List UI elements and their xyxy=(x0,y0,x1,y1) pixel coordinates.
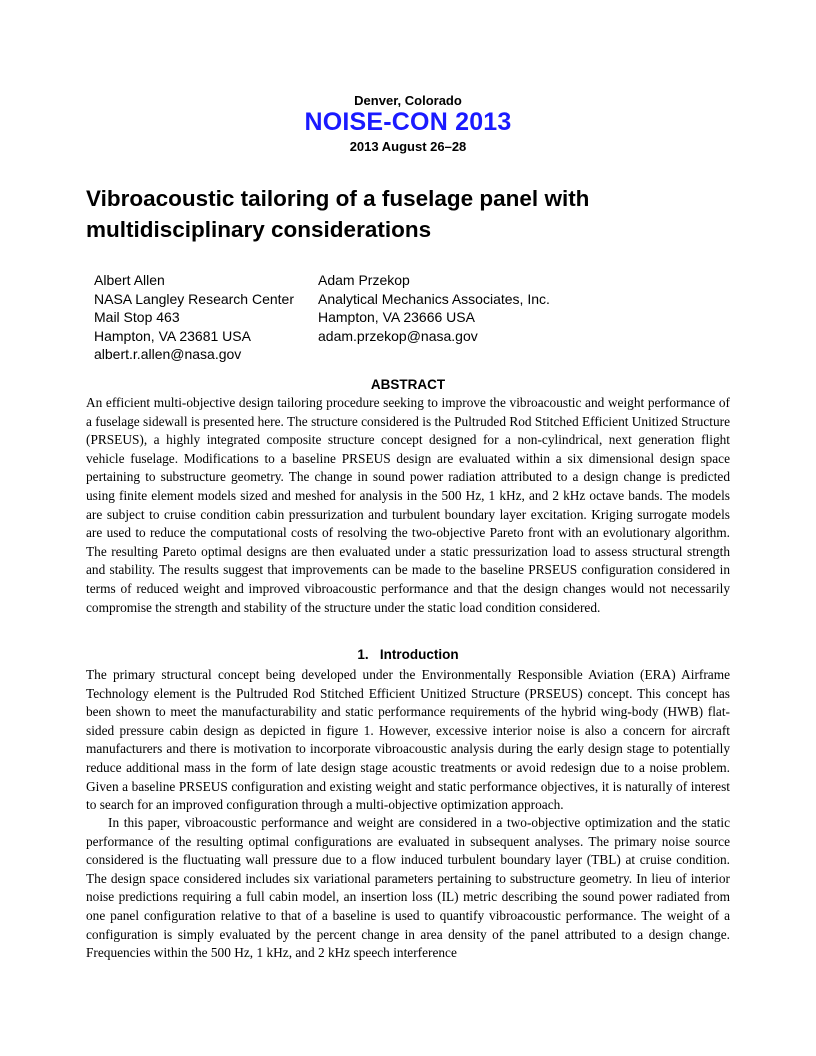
author-name: Adam Przekop xyxy=(318,272,410,288)
author-email: albert.r.allen@nasa.gov xyxy=(94,346,242,363)
introduction-heading: 1. Introduction xyxy=(357,647,459,662)
introduction-paragraph: In this paper, vibroacoustic performance and weight are considered in a two-objective optimization and the static performance of the resulting optimal configurations are evaluated in subsequent analyses. The primary noise source considered is the fluctuating wall pressure due to a flow induced turbulent boundary layer (TBL) at cruise condition. The design space considered includes six variational parameters pertaining to substructure geometry. In lieu of interior noise predictions requiring a full cabin model, an insertion loss (IL) metric describing the sound power radiated from one panel configuration relative to that of a baseline is used to quantify vibroacoustic performance. The weight of a configuration is simply evaluated by the percent change in area density of the panel attributed to a design change. Frequencies within the 500 Hz, 1 kHz, and 2 kHz speech interference xyxy=(86,815,730,961)
author-name: Albert Allen xyxy=(94,272,165,288)
author-address: Mail Stop 463 xyxy=(94,309,180,326)
abstract-text: An efficient multi-objective design tailoring procedure seeking to improve the vibroacoustic and weight performance of a fuselage sidewall is presented here. The structure considered is the Pultruded Rod Stitched Efficient Unitized Structure (PRSEUS), a highly integrated composite structure concept designed for a non-cylindrical, next generation flight vehicle fuselage. Modifications to a baseline PRSEUS design are evaluated within a six dimensional design space pertaining to substructure geometry. The change in sound power radiation attributed to a design change is predicted using finite element models sized and meshed for analysis in the 500 Hz, 1 kHz, and 2 kHz octave bands. The models are subject to cruise condition cabin pressurization and turbulent boundary layer excitation. Kriging surrogate models are used to reduce the computational costs of resolving the two-objective Pareto front with an evolutionary algorithm. The resulting Pareto optimal designs are then evaluated under a static pressurization load to assess structural strength and stability. The results suggest that improvements can be made to the baseline PRSEUS configuration considered in terms of reduced weight and improved vibroacoustic performance and that the design changes would not necessarily compromise the strength and stability of the structure under the static load condition considered. xyxy=(86,395,730,615)
paper-title: Vibroacoustic tailoring of a fuselage panel with multidisciplinary considerations xyxy=(86,186,590,242)
conference-name: NOISE-CON 2013 xyxy=(304,108,512,136)
introduction-paragraph: The primary structural concept being developed under the Environmentally Responsible Aviation (ERA) Airframe Technology element is the Pultruded Rod Stitched Efficient Unitized Structure (PRSEUS) concept. This concept has been shown to meet the manufacturability and static performance requirements of the hybrid wing-body (HWB) flat-sided pressure cabin design as depicted in figure 1. However, excessive interior noise is also a concern for aircraft manufacturers and there is motivation to incorporate vibroacoustic analysis during the early design stage to potentially reduce additional mass in the form of late design stage acoustic treatments or avoid redesign due to a noise problem. Given a baseline PRSEUS configuration and existing weight and static performance objectives, it is naturally of interest to search for an improved configuration through a multi-objective optimization approach. xyxy=(86,667,730,813)
author-affiliation: Analytical Mechanics Associates, Inc. xyxy=(318,290,550,307)
conference-dates: 2013 August 26–28 xyxy=(349,139,467,154)
abstract-heading: ABSTRACT xyxy=(370,377,446,392)
conference-location: Denver, Colorado xyxy=(354,93,462,108)
author-affiliation: NASA Langley Research Center xyxy=(94,290,294,307)
author-block-przekop xyxy=(318,271,550,345)
author-address: Hampton, VA 23681 USA xyxy=(94,327,251,344)
author-email: adam.przekop@nasa.gov xyxy=(318,327,478,344)
author-address: Hampton, VA 23666 USA xyxy=(318,309,475,326)
author-block-allen xyxy=(94,271,294,364)
